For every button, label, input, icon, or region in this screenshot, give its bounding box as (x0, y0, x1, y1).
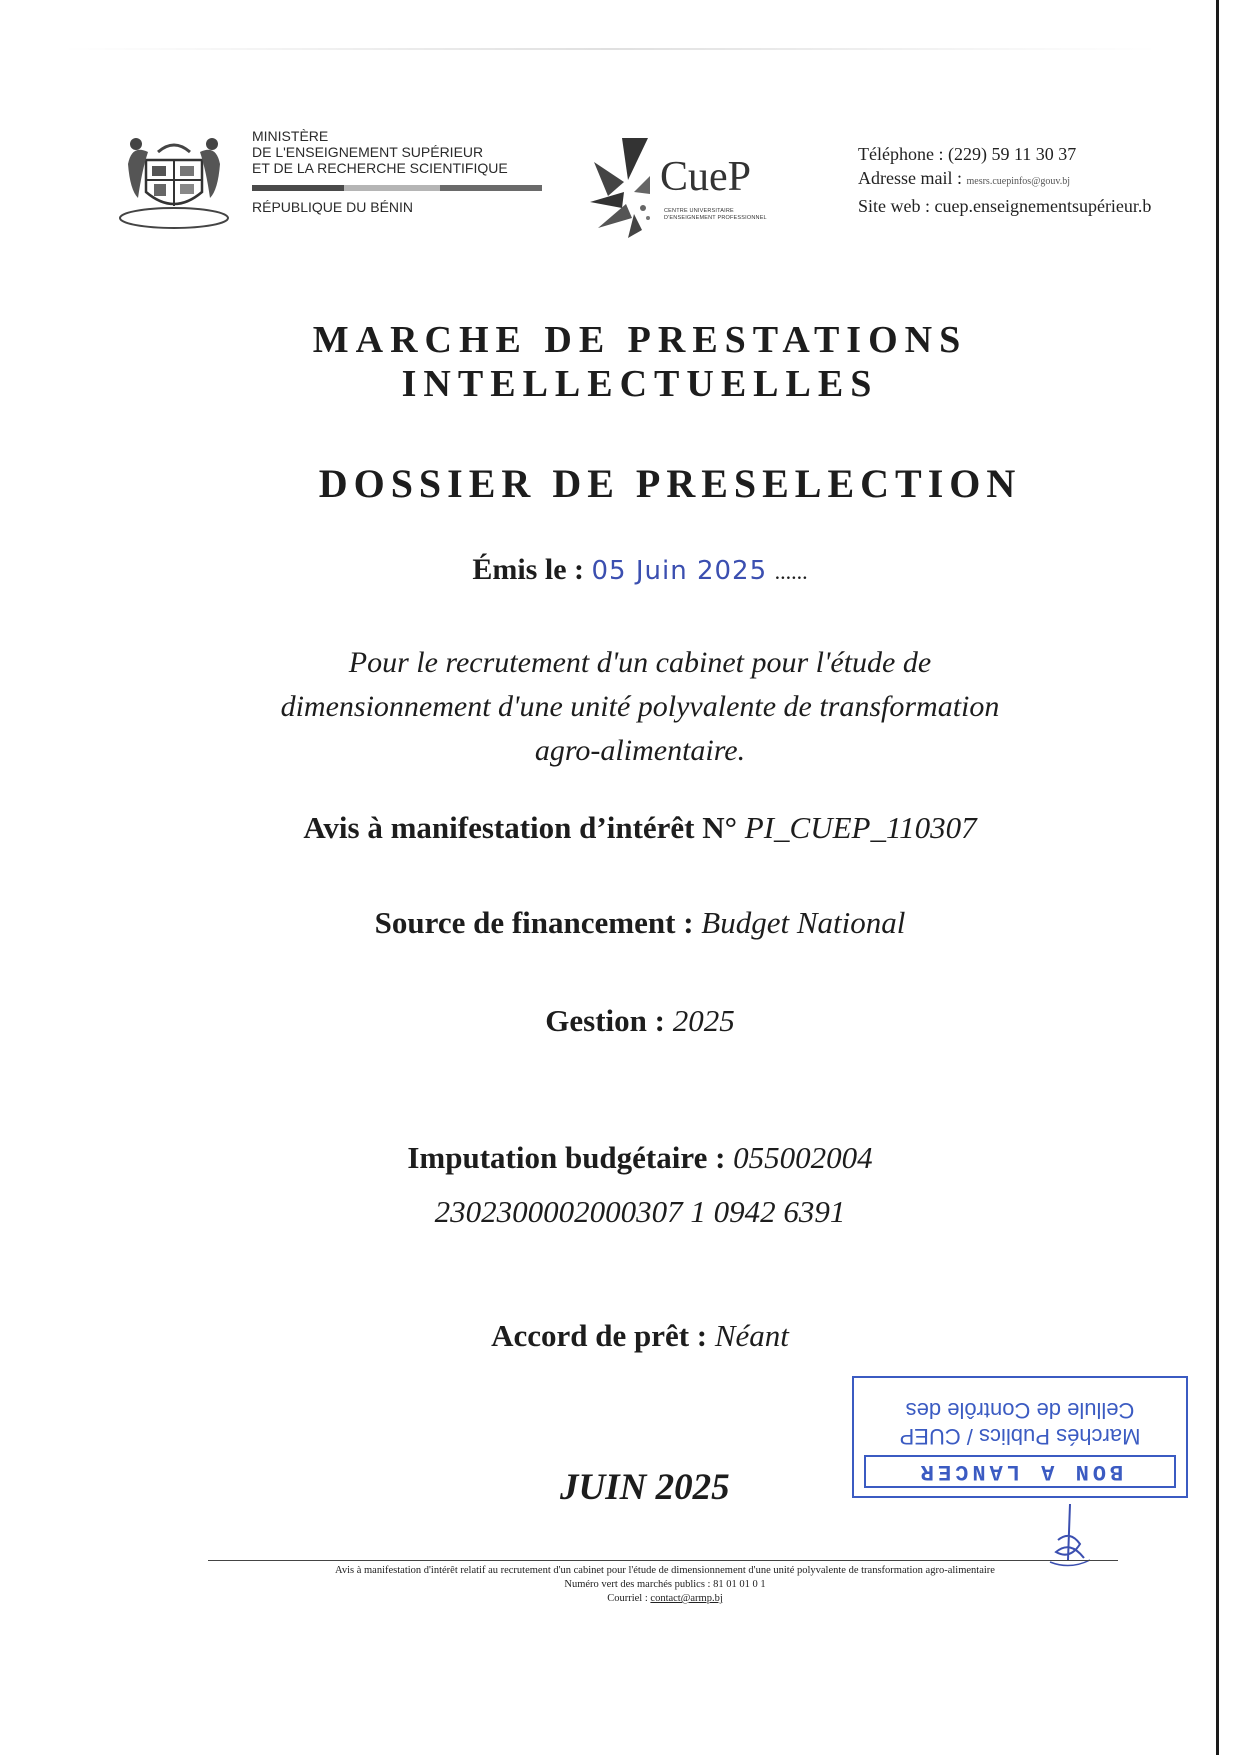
stamp-line2: Cellule de Contrôle des (905, 1398, 1135, 1423)
funding-label: Source de financement : (374, 905, 694, 940)
footer-line2: Numéro vert des marchés publics : 81 01 01 0 1 (564, 1579, 766, 1590)
budget-label: Imputation budgétaire : (407, 1140, 726, 1175)
funding-value: Budget National (701, 905, 906, 940)
stamp-line3: Marchés Publics / CUEP (899, 1424, 1141, 1449)
document-date: JUIN 2025 (560, 1467, 730, 1508)
web-value: cuep.enseignementsupérieur.b (934, 196, 1152, 216)
cuep-logo-text: CueP (660, 154, 752, 200)
email-value: mesrs.cuepinfos@gouv.bj (966, 176, 1071, 187)
email-row (858, 166, 1218, 194)
cuep-logo-subtitle: CENTRE UNIVERSITAIRE D'ENSEIGNEMENT PROFESSIONNEL (664, 208, 767, 221)
object-paragraph (200, 641, 1080, 773)
loan-value: Néant (714, 1318, 789, 1353)
flag-stripe-red (440, 185, 542, 191)
phone-row (858, 142, 1218, 166)
issued-label: Émis le : (472, 553, 584, 586)
object-line: Pour le recrutement d'un cabinet pour l'étude de (348, 646, 932, 679)
budget-value1: 055002004 (733, 1140, 873, 1175)
handwritten-date: 05 Juin 2025 (591, 556, 768, 586)
ministry-block (252, 128, 547, 215)
main-title (200, 318, 1080, 406)
benin-coat-of-arms-emblem (118, 130, 230, 230)
object-line: agro-alimentaire. (534, 734, 746, 767)
scan-edge (1216, 0, 1219, 1755)
notice-number: PI_CUEP_110307 (744, 810, 977, 845)
budget-value2: 2302300002000307 1 0942 6391 (434, 1194, 846, 1229)
footer-line1: Avis à manifestation d'intérêt relatif au recrutement d'un cabinet pour l'étude de dimensionnement d'une unité polyvalente de transformation agro-alimentaire (335, 1565, 995, 1576)
flag-stripe-green (252, 185, 344, 191)
footer-email-link[interactable]: contact@armp.bj (650, 1593, 723, 1604)
ministry-line: ET DE LA RECHERCHE SCIENTIFIQUE (252, 160, 508, 176)
ministry-line: MINISTÈRE (252, 128, 329, 144)
notice-row (200, 808, 1080, 848)
email-label: Adresse mail : (858, 168, 962, 188)
budget-row-2 (200, 1185, 1080, 1239)
loan-label: Accord de prêt : (491, 1318, 708, 1353)
funding-row (200, 905, 1080, 941)
budget-row (200, 1131, 1080, 1185)
main-title-line2: INTELLECTUELLES (401, 363, 879, 405)
web-row (858, 194, 1218, 218)
issued-date-row (200, 553, 1080, 587)
approval-stamp (852, 1376, 1188, 1498)
scan-smudge (60, 48, 1160, 50)
loan-row (200, 1318, 1080, 1354)
flag-stripe-yellow (344, 185, 440, 191)
web-label: Site web : (858, 196, 930, 216)
ministry-line: DE L'ENSEIGNEMENT SUPÉRIEUR (252, 144, 484, 160)
management-value: 2025 (672, 1003, 735, 1038)
footer (200, 1564, 1130, 1606)
footer-divider (208, 1560, 1118, 1561)
country-name: RÉPUBLIQUE DU BÉNIN (252, 199, 414, 215)
phone-label: Téléphone : (858, 144, 944, 164)
notice-label: Avis à manifestation d’intérêt N° (303, 810, 738, 845)
contact-block (858, 142, 1218, 218)
footer-email-label: Courriel : (607, 1593, 648, 1604)
subtitle: DOSSIER DE PRESELECTION (318, 461, 1022, 506)
main-title-line1: MARCHE DE PRESTATIONS (312, 319, 968, 361)
flag-bar (252, 185, 542, 191)
budget-block (200, 1131, 1080, 1239)
stamp-line1: BON A LANCER (864, 1455, 1176, 1488)
object-line: dimensionnement d'une unité polyvalente de transformation (280, 690, 1000, 723)
cuep-logo-icon (588, 138, 758, 238)
dotted-leader: ...... (774, 559, 808, 584)
management-label: Gestion : (545, 1003, 665, 1038)
phone-value: (229) 59 11 30 37 (947, 144, 1077, 164)
footer-line3 (200, 1592, 1130, 1606)
management-row (200, 1003, 1080, 1039)
